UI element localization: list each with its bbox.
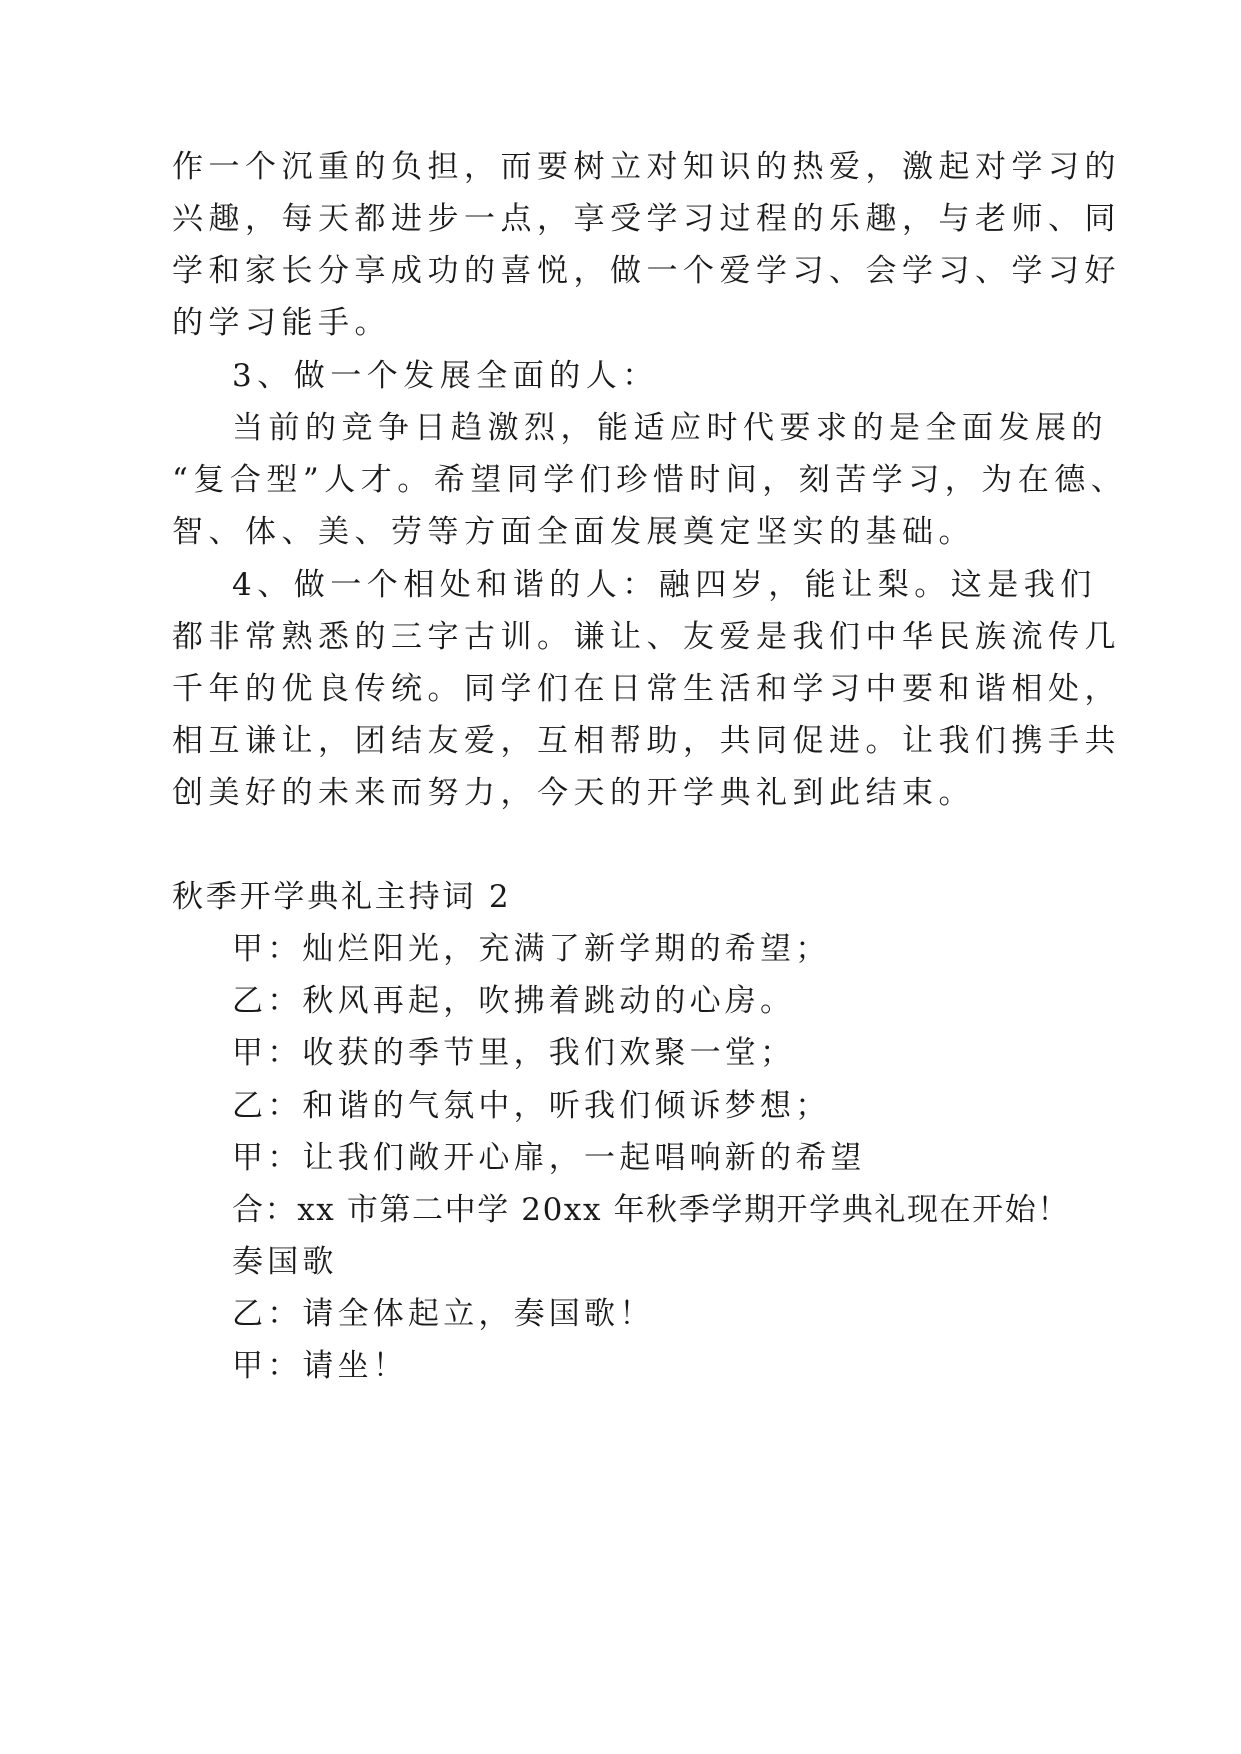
dialogue-line-8: 乙：请全体起立，奏国歌！: [232, 1296, 655, 1332]
dialogue-line-1: 甲：灿烂阳光，充满了新学期的希望；: [232, 931, 831, 967]
dialogue-line-4: 乙：和谐的气氛中，听我们倾诉梦想；: [232, 1088, 831, 1124]
dialogue-line-6: 合：xx 市第二中学 20xx 年秋季学期开学典礼现在开始！: [232, 1192, 1070, 1228]
dialogue-line-7: 奏国歌: [232, 1244, 338, 1280]
dialogue-line-5: 甲：让我们敞开心扉，一起唱响新的希望: [232, 1140, 866, 1176]
paragraph-1-line-2: 兴趣，每天都进步一点，享受学习过程的乐趣，与老师、同: [172, 201, 1121, 237]
paragraph-3-line-2: “复合型”人才。希望同学们珍惜时间，刻苦学习，为在德、: [172, 462, 1128, 498]
paragraph-3-line-3: 智、体、美、劳等方面全面发展奠定坚实的基础。: [172, 514, 975, 550]
dialogue-line-2: 乙：秋风再起，吹拂着跳动的心房。: [232, 983, 796, 1019]
dialogue-line-3: 甲：收获的季节里，我们欢聚一堂；: [232, 1035, 796, 1071]
dialogue-line-9: 甲：请坐！: [232, 1348, 408, 1384]
item-3-title: 3、做一个发展全面的人：: [232, 358, 659, 394]
paragraph-4-line-1: 4、做一个相处和谐的人：融四岁，能让梨。这是我们: [232, 567, 1097, 603]
paragraph-4-line-3: 千年的优良传统。同学们在日常生活和学习中要和谐相处，: [172, 671, 1121, 707]
paragraph-4-line-4: 相互谦让，团结友爱，互相帮助，共同促进。让我们携手共: [172, 723, 1121, 759]
paragraph-3-line-1: 当前的竞争日趋激烈，能适应时代要求的是全面发展的: [232, 410, 1108, 446]
paragraph-1-line-3: 学和家长分享成功的喜悦，做一个爱学习、会学习、学习好: [172, 253, 1121, 289]
section-title: 秋季开学典礼主持词 2: [172, 879, 512, 915]
paragraph-1-line-1: 作一个沉重的负担，而要树立对知识的热爱，激起对学习的: [172, 149, 1121, 185]
paragraph-4-line-5: 创美好的未来而努力，今天的开学典礼到此结束。: [172, 775, 975, 811]
paragraph-1-line-4: 的学习能手。: [172, 305, 391, 341]
paragraph-4-line-2: 都非常熟悉的三字古训。谦让、友爱是我们中华民族流传几: [172, 619, 1121, 655]
